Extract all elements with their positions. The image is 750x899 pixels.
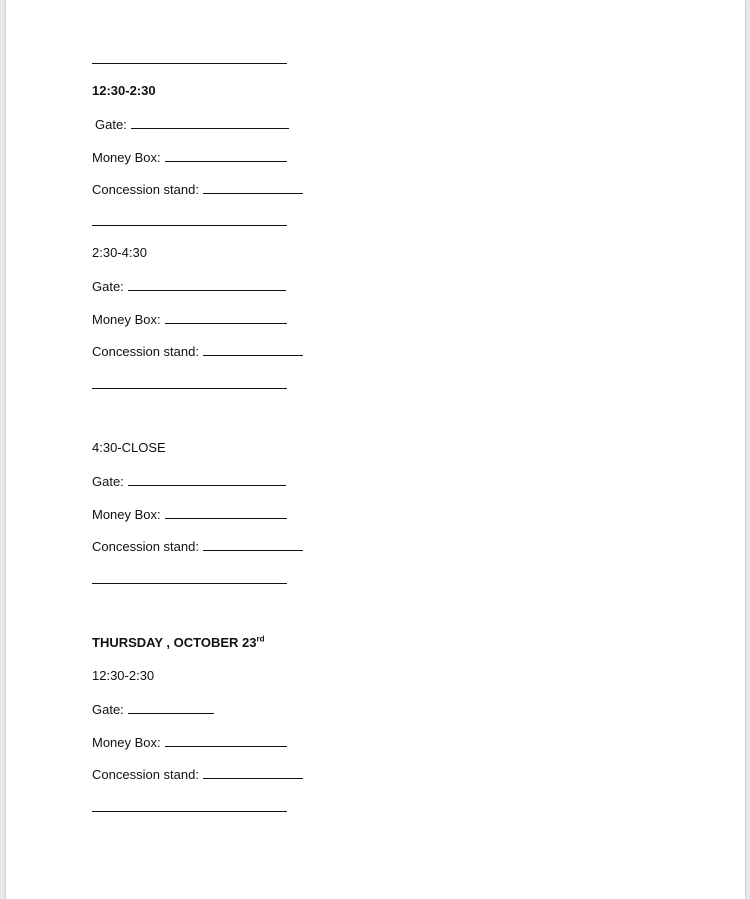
time-slot-heading: 4:30-CLOSE [92, 440, 166, 455]
money-box-blank[interactable] [165, 149, 287, 162]
gate-label: Gate: [92, 279, 124, 294]
gate-field[interactable] [95, 116, 289, 133]
separator-line [92, 63, 287, 64]
separator-line [92, 583, 287, 584]
concession-field[interactable] [92, 343, 303, 360]
money-box-blank[interactable] [165, 734, 287, 747]
concession-label: Concession stand: [92, 767, 199, 782]
money-box-blank[interactable] [165, 506, 287, 519]
concession-label: Concession stand: [92, 539, 199, 554]
money-box-label: Money Box: [92, 507, 161, 522]
concession-blank[interactable] [203, 181, 303, 194]
money-box-label: Money Box: [92, 312, 161, 327]
gate-field[interactable] [92, 473, 286, 490]
gate-blank[interactable] [128, 473, 286, 486]
concession-field[interactable] [92, 538, 303, 555]
concession-label: Concession stand: [92, 344, 199, 359]
gate-label: Gate: [95, 117, 127, 132]
money-box-blank[interactable] [165, 311, 287, 324]
document-page [6, 0, 745, 899]
gate-label: Gate: [92, 474, 124, 489]
separator-line [92, 811, 287, 812]
concession-field[interactable] [92, 766, 303, 783]
concession-label: Concession stand: [92, 182, 199, 197]
gate-field[interactable] [92, 701, 214, 718]
gate-label: Gate: [92, 702, 124, 717]
money-box-label: Money Box: [92, 735, 161, 750]
money-box-field[interactable] [92, 506, 287, 523]
time-slot-heading: 2:30-4:30 [92, 245, 147, 260]
money-box-label: Money Box: [92, 150, 161, 165]
separator-line [92, 225, 287, 226]
concession-blank[interactable] [203, 538, 303, 551]
separator-line [92, 388, 287, 389]
gate-blank[interactable] [128, 278, 286, 291]
concession-blank[interactable] [203, 766, 303, 779]
day-heading [92, 635, 264, 651]
money-box-field[interactable] [92, 311, 287, 328]
day-heading-text: THURSDAY , OCTOBER 23 [92, 635, 257, 650]
gate-blank[interactable] [128, 701, 214, 714]
concession-blank[interactable] [203, 343, 303, 356]
money-box-field[interactable] [92, 734, 287, 751]
money-box-field[interactable] [92, 149, 287, 166]
day-heading-suffix: rd [256, 634, 265, 644]
time-slot-heading: 12:30-2:30 [92, 83, 156, 98]
gate-blank[interactable] [131, 116, 289, 129]
concession-field[interactable] [92, 181, 303, 198]
time-slot-heading: 12:30-2:30 [92, 668, 155, 683]
gate-field[interactable] [92, 278, 286, 295]
